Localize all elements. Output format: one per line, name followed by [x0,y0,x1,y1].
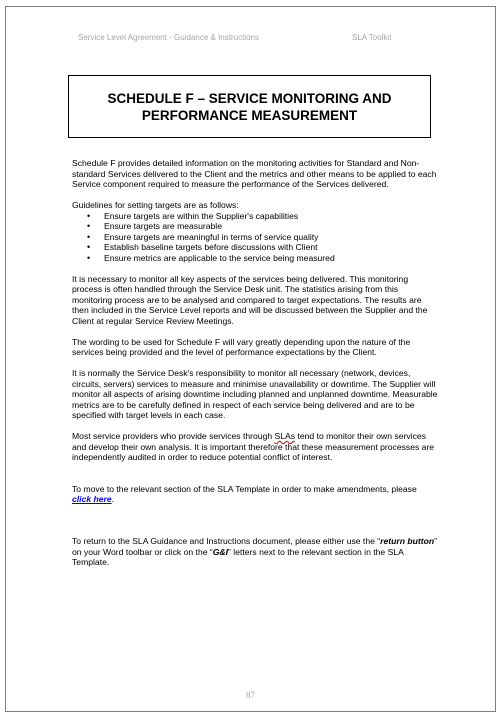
schedule-title-box [68,75,431,138]
header-left: Service Level Agreement - Guidance & Instructions [78,33,259,42]
list-item: • Ensure targets are measurable [104,221,438,232]
schedule-title [107,90,391,124]
return-paragraph: To return to the SLA Guidance and Instructions document, please either use the “return button” on your Word toolbar or click on the “G&I” letters next to the relevant section in the SLA Template. [72,536,437,567]
list-item: • Ensure targets are meaningful in terms of service quality [104,232,438,243]
click-here-link[interactable]: click here [72,494,112,504]
return-button-text: return button [380,536,435,546]
list-item: • Establish baseline targets before discussions with Client [104,242,438,253]
sla-spelling-mark: SLAs [274,431,296,441]
document-page [5,6,496,712]
document-body [72,158,438,578]
list-item: • Ensure targets are within the Supplier's capabilities [104,211,438,222]
title-line-1: SCHEDULE F – SERVICE MONITORING AND [107,90,392,106]
guidelines-heading: Guidelines for setting targets are as follows: [72,200,239,210]
service-desk-paragraph: It is normally the Service Desk's responsibility to monitor all necessary (network, devices, circuits, servers) services to measure and minimise unavailability or downtime. The Supplier will monitor all aspects of arising downtime including planned and unplanned downtime. Measurable metrics are to be carefully defined in respect of each service being delivered and are to be specified with target levels in each case. [72,368,438,420]
page-number: 87 [246,690,255,700]
providers-paragraph: Most service providers who provide services through SLAs tend to monitor their own services and develop their own analysis. It is important therefore that these measurement processes are independently audited in order to reduce potential conflict of interest. [72,431,435,462]
list-item: • Ensure metrics are applicable to the service being measured [104,253,438,264]
move-paragraph: To move to the relevant section of the SLA Template in order to make amendments, please click here. [72,483,417,504]
guidelines-list [72,211,438,264]
title-line-2: PERFORMANCE MEASUREMENT [141,107,358,123]
header-right: SLA Toolkit [352,33,392,42]
gi-text: G&I [212,546,229,557]
intro-paragraph: Schedule F provides detailed information on the monitoring activities for Standard and Non-standard Services delivered to the Client and the metrics and other means to be applied to each Service component required to measure the performance of the Services delivered. [72,158,437,189]
wording-paragraph: The wording to be used for Schedule F will vary greatly depending upon the nature of the services being provided and the level of performance expectations by the Client. [72,336,411,357]
monitoring-paragraph: It is necessary to monitor all key aspects of the services being delivered. This monitoring process is often handled through the Service Desk unit. The statistics arising from this monitoring process are to be analysed and compared to target expectations. The results are then included in the Service Level reports and will be discussed between the Supplier and the Client at regular Service Review Meetings. [72,273,428,326]
